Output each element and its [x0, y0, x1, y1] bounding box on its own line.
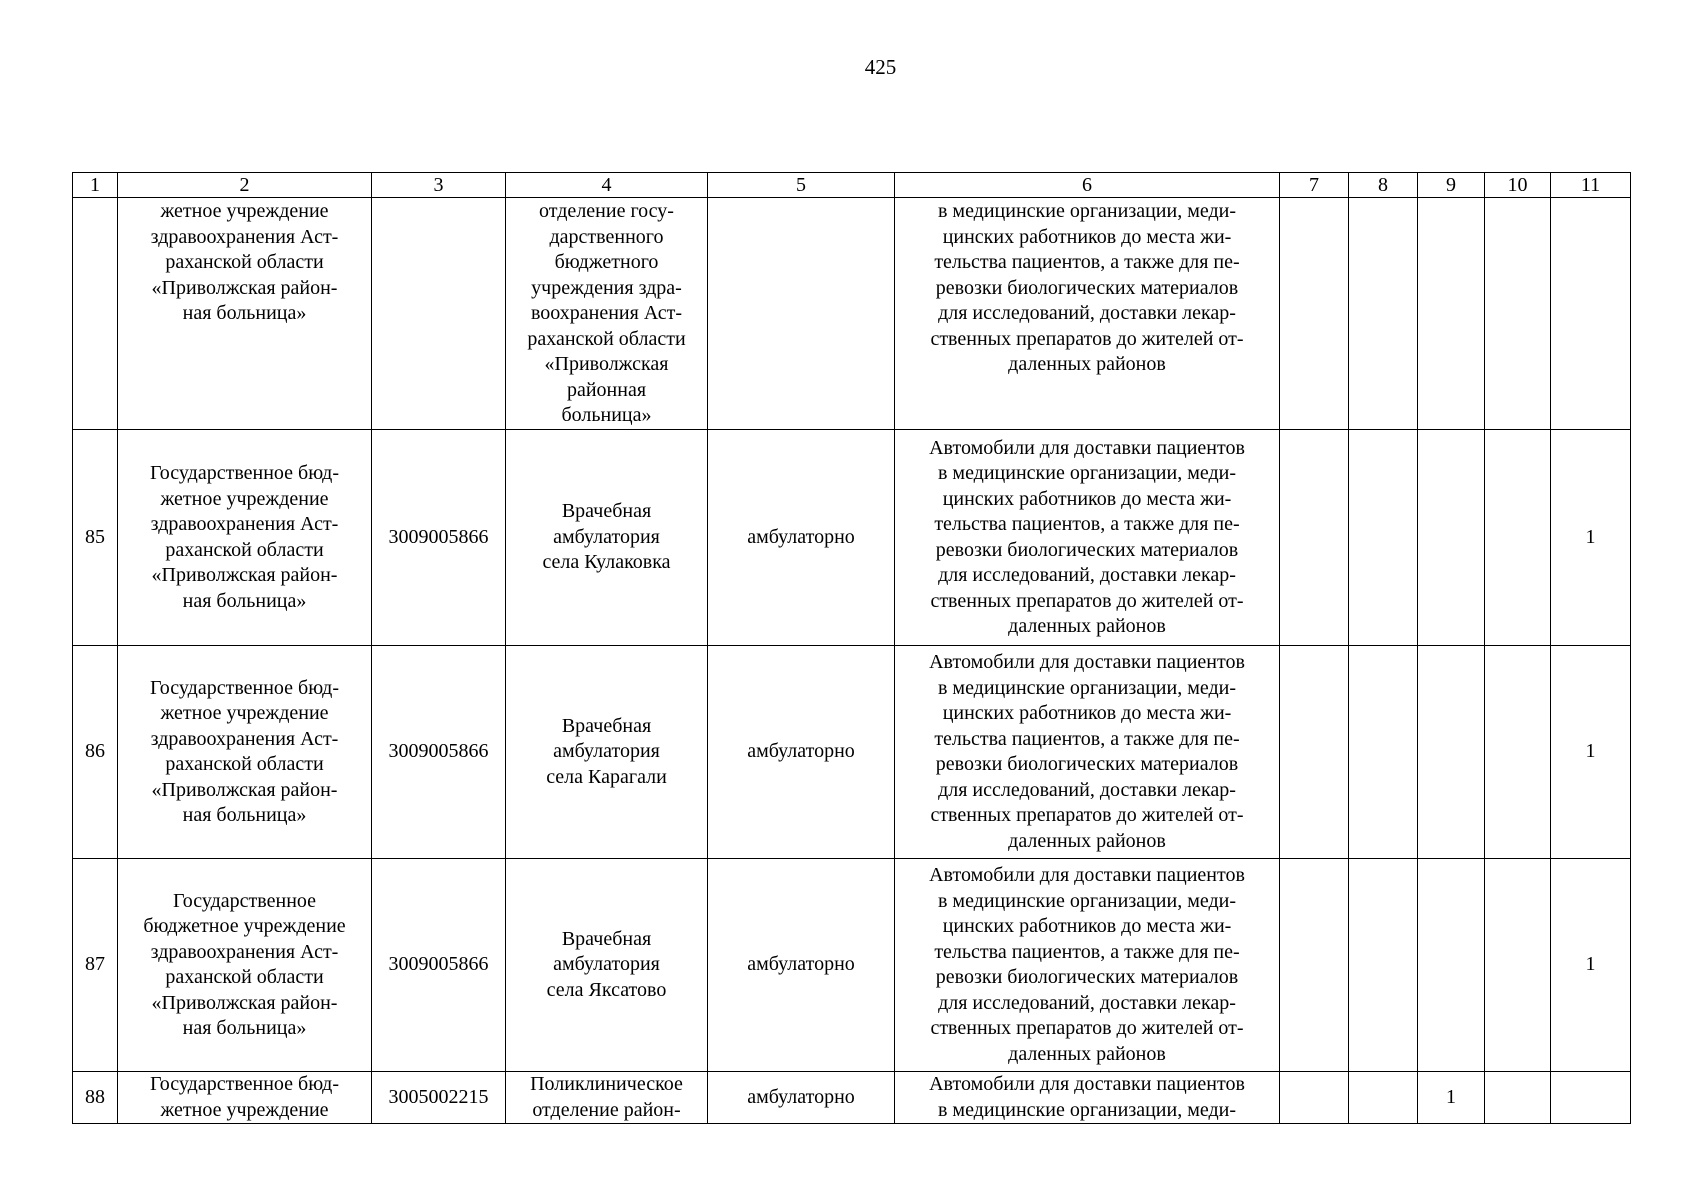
- count-col-7: [1280, 646, 1349, 859]
- count-col-8: [1349, 430, 1418, 646]
- organization-name: Государственное бюд- жетное учреждение здравоохранения Аст- раханской области «Приволжская район- ная больница»: [118, 646, 372, 859]
- count-col-9: [1418, 198, 1485, 430]
- table-row: [73, 198, 1631, 430]
- col-header-7: 7: [1280, 173, 1349, 198]
- count-col-10: [1485, 859, 1551, 1072]
- count-col-10: [1485, 430, 1551, 646]
- count-col-8: [1349, 646, 1418, 859]
- vehicle-purpose: Автомобили для доставки пациентов в медицинские организации, меди- цинских работников до места жи- тельства пациентов, а также для пе- ревозки биологических материалов для исследований, доставки лекар- ственных препаратов до жителей от- даленных районов: [895, 430, 1280, 646]
- inn-cell: 3009005866: [372, 430, 506, 646]
- count-col-10: [1485, 646, 1551, 859]
- page-number: 425: [864, 55, 897, 79]
- count-col-11: 1: [1551, 859, 1631, 1072]
- vehicle-purpose: в медицинские организации, меди- цинских работников до места жи- тельства пациентов, а также для пе- ревозки биологических материалов для исследований, доставки лекар- ственных препаратов до жителей от- даленных районов: [895, 198, 1280, 430]
- count-col-11: 1: [1551, 430, 1631, 646]
- care-condition: [708, 198, 895, 430]
- organization-name: Государственное бюд- жетное учреждение: [118, 1072, 372, 1124]
- count-col-11: 1: [1551, 646, 1631, 859]
- count-col-9: 1: [1418, 1072, 1485, 1124]
- table-row: [73, 646, 1631, 859]
- col-header-6: 6: [895, 173, 1280, 198]
- col-header-10: 10: [1485, 173, 1551, 198]
- inn-cell: 3005002215: [372, 1072, 506, 1124]
- count-col-11: [1551, 1072, 1631, 1124]
- count-col-7: [1280, 859, 1349, 1072]
- care-condition: амбулаторно: [708, 646, 895, 859]
- row-number: [73, 198, 118, 430]
- table-row: [73, 1072, 1631, 1124]
- count-col-10: [1485, 198, 1551, 430]
- row-number: 87: [73, 859, 118, 1072]
- data-table: [72, 172, 1631, 1124]
- col-header-5: 5: [708, 173, 895, 198]
- row-number: 88: [73, 1072, 118, 1124]
- col-header-3: 3: [372, 173, 506, 198]
- count-col-7: [1280, 1072, 1349, 1124]
- vehicle-purpose: Автомобили для доставки пациентов в медицинские организации, меди- цинских работников до места жи- тельства пациентов, а также для пе- ревозки биологических материалов для исследований, доставки лекар- ственных препаратов до жителей от- даленных районов: [895, 859, 1280, 1072]
- subdivision-name: отделение госу- дарственного бюджетного учреждения здра- воохранения Аст- раханской области «Приволжская районная больница»: [506, 198, 708, 430]
- table-row: [73, 859, 1631, 1072]
- organization-name: жетное учреждение здравоохранения Аст- раханской области «Приволжская район- ная больница»: [118, 198, 372, 430]
- count-col-9: [1418, 646, 1485, 859]
- col-header-9: 9: [1418, 173, 1485, 198]
- subdivision-name: Врачебная амбулатория села Кулаковка: [506, 430, 708, 646]
- count-col-8: [1349, 1072, 1418, 1124]
- care-condition: амбулаторно: [708, 1072, 895, 1124]
- col-header-11: 11: [1551, 173, 1631, 198]
- count-col-9: [1418, 430, 1485, 646]
- inn-cell: 3009005866: [372, 646, 506, 859]
- count-col-10: [1485, 1072, 1551, 1124]
- vehicle-purpose: Автомобили для доставки пациентов в медицинские организации, меди-: [895, 1072, 1280, 1124]
- organization-name: Государственное бюджетное учреждение здравоохранения Аст- раханской области «Приволжская район- ная больница»: [118, 859, 372, 1072]
- table-row: [73, 430, 1631, 646]
- count-col-11: [1551, 198, 1631, 430]
- header-row: [73, 173, 1631, 198]
- subdivision-name: Поликлиническое отделение район-: [506, 1072, 708, 1124]
- care-condition: амбулаторно: [708, 859, 895, 1072]
- count-col-7: [1280, 198, 1349, 430]
- count-col-8: [1349, 198, 1418, 430]
- col-header-4: 4: [506, 173, 708, 198]
- subdivision-name: Врачебная амбулатория села Яксатово: [506, 859, 708, 1072]
- col-header-8: 8: [1349, 173, 1418, 198]
- count-col-8: [1349, 859, 1418, 1072]
- row-number: 86: [73, 646, 118, 859]
- col-header-2: 2: [118, 173, 372, 198]
- count-col-9: [1418, 859, 1485, 1072]
- inn-cell: 3009005866: [372, 859, 506, 1072]
- care-condition: амбулаторно: [708, 430, 895, 646]
- count-col-7: [1280, 430, 1349, 646]
- row-number: 85: [73, 430, 118, 646]
- organization-name: Государственное бюд- жетное учреждение здравоохранения Аст- раханской области «Приволжская район- ная больница»: [118, 430, 372, 646]
- vehicle-purpose: Автомобили для доставки пациентов в медицинские организации, меди- цинских работников до места жи- тельства пациентов, а также для пе- ревозки биологических материалов для исследований, доставки лекар- ственных препаратов до жителей от- даленных районов: [895, 646, 1280, 859]
- subdivision-name: Врачебная амбулатория села Карагали: [506, 646, 708, 859]
- col-header-1: 1: [73, 173, 118, 198]
- inn-cell: [372, 198, 506, 430]
